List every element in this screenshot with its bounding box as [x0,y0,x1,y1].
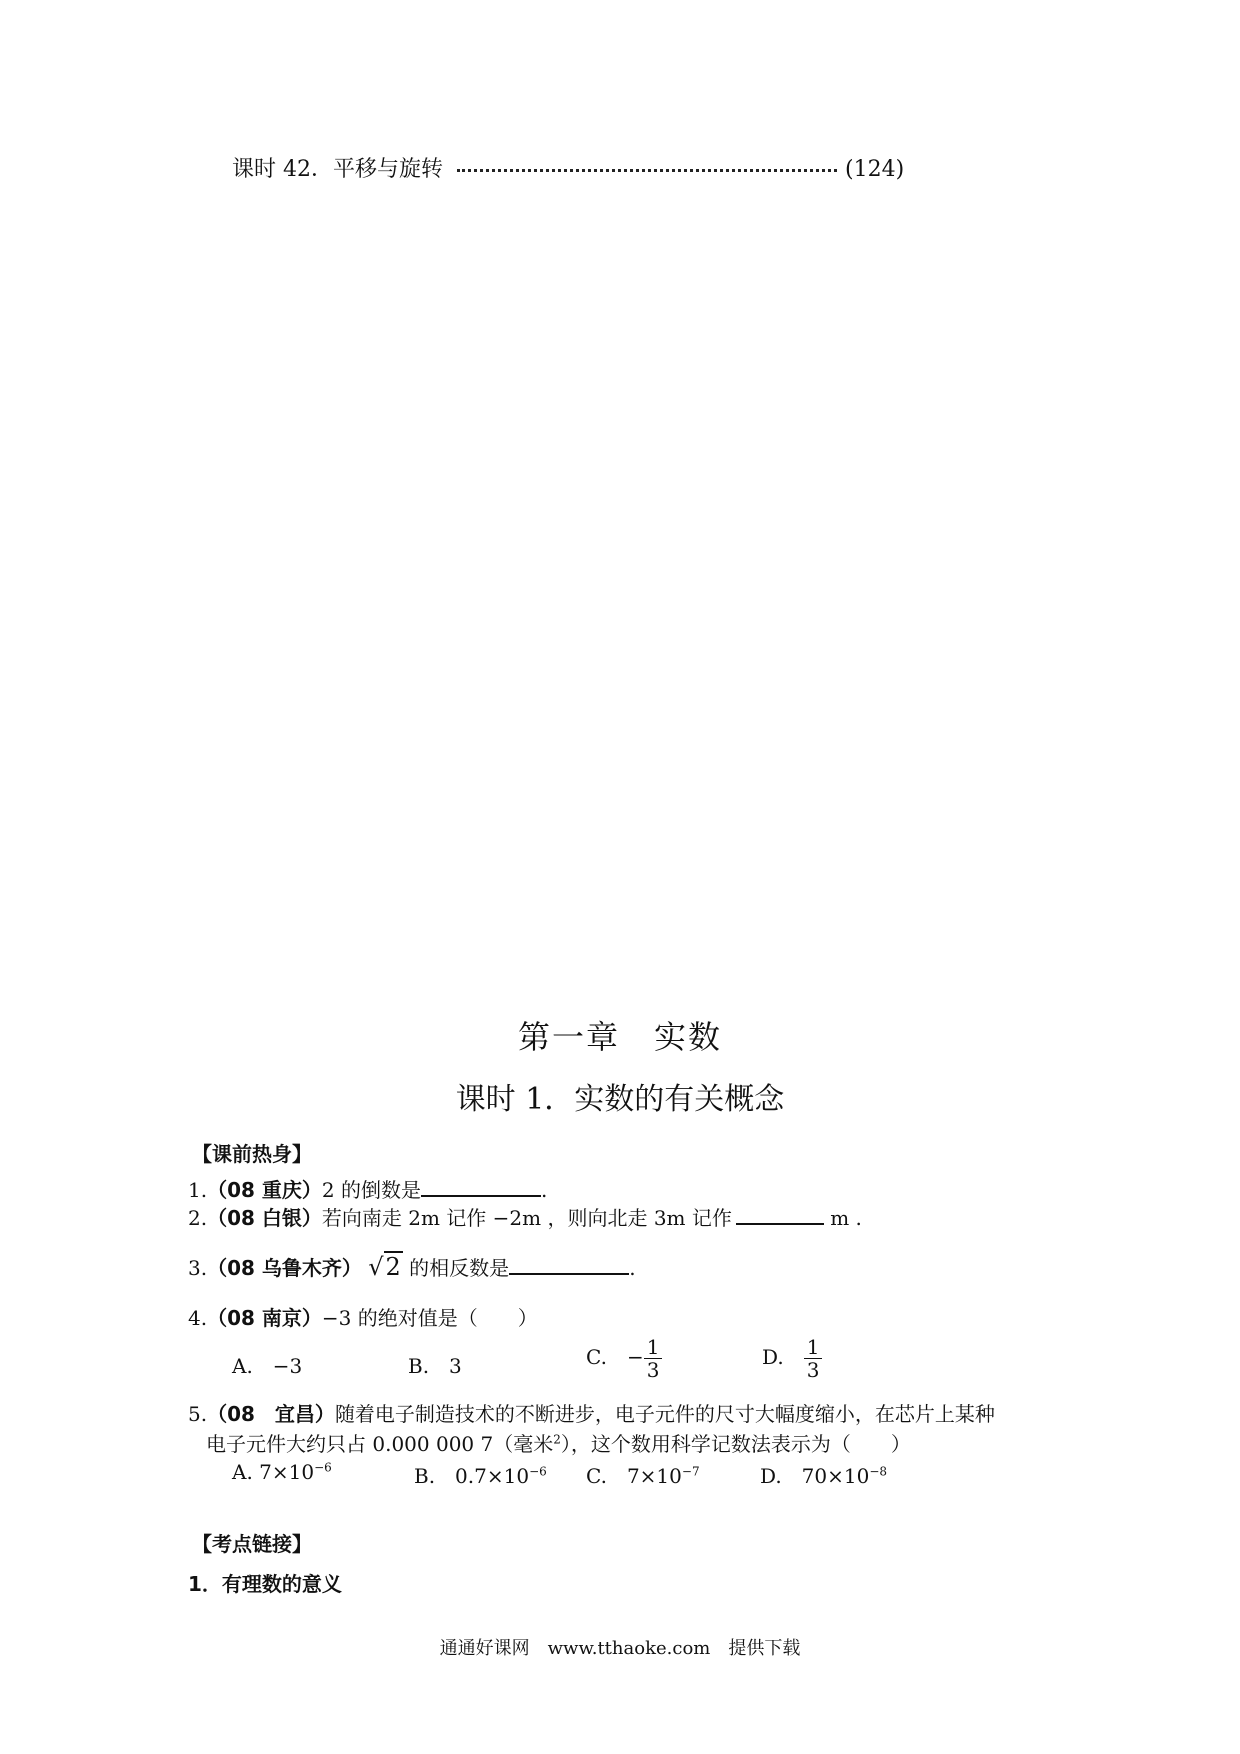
question-1 [188,1174,547,1203]
q5-option-d[interactable] [760,1460,887,1489]
question-4 [188,1302,538,1331]
q5-option-d-label: D. 70×10 [760,1464,870,1488]
q3-number: 3. [188,1256,208,1280]
q5-line1: 随着电子制造技术的不断进步，电子元件的尺寸大幅度缩小，在芯片上某种 [334,1402,995,1426]
question-5 [188,1398,995,1427]
q3-end: . [629,1256,636,1280]
toc-label: 课时 42．平移与旋转 [232,157,443,182]
q5-option-a-label: A. 7×10 [232,1460,315,1484]
section-heading-warmup: 【课前热身】 [192,1142,312,1166]
toc-leader-dots [457,169,837,172]
q5-line2-text: 电子元件大约只占 0.000 000 7（毫米 [206,1432,554,1456]
q5-option-c[interactable] [586,1460,700,1489]
q4-option-c-denominator: 3 [646,1358,660,1382]
q1-text: 2 的倒数是 [321,1178,421,1202]
q5-option-b-exponent: −6 [529,1464,547,1479]
q5-option-d-exponent: −8 [869,1464,888,1479]
q5-option-b[interactable] [414,1460,547,1489]
q3-text: 的相反数是 [402,1256,510,1280]
chapter-title: 第一章 实数 [517,1018,722,1056]
q4-option-a[interactable]: A. −3 [232,1354,303,1378]
q4-option-d-fraction [804,1336,823,1381]
q3-radicand: 2 [385,1253,401,1281]
q4-option-d-numerator: 1 [804,1336,823,1359]
q4-option-d-label: D. [762,1345,804,1369]
q2-unit: m . [823,1206,862,1230]
toc-entry [232,152,912,183]
q5-option-a-exponent: −6 [314,1460,332,1475]
q1-end: . [540,1178,548,1202]
q4-text: −3 的绝对值是（ ） [321,1306,538,1330]
q1-source: （08 重庆） [207,1178,322,1202]
q5-number: 5. [188,1402,208,1426]
q1-answer-blank[interactable] [421,1175,541,1197]
q5-line2-superscript: 2 [553,1432,561,1447]
lesson-title: 课时 1．实数的有关概念 [455,1082,785,1117]
question-2 [188,1202,862,1231]
q5-source: （08 宜昌） [207,1402,335,1426]
q3-answer-blank[interactable] [509,1253,629,1275]
q2-number: 2. [188,1206,208,1230]
q4-option-b[interactable]: B. 3 [408,1354,462,1378]
q5-option-a[interactable] [232,1460,332,1484]
q5-option-c-exponent: −7 [681,1464,700,1479]
q2-answer-blank[interactable] [736,1203,824,1225]
q4-option-c-fraction [644,1336,663,1381]
q4-option-d[interactable] [762,1336,822,1381]
q3-source: （08 乌鲁木齐） [207,1256,362,1280]
q4-number: 4. [188,1306,208,1330]
q4-option-c-numerator: 1 [644,1336,663,1359]
toc-page: (124) [845,157,905,182]
q2-text: 若向南走 2m 记作 −2m ，则向北走 3m 记作 [321,1206,732,1230]
q5-line2-tail: ），这个数用科学记数法表示为（ ） [560,1432,911,1456]
q4-option-c-label: C. − [586,1345,644,1369]
page-footer: 通通好课网 www.tthaoke.com 提供下载 [439,1638,801,1659]
point-heading-1: 1．有理数的意义 [188,1572,342,1596]
q5-option-b-label: B. 0.7×10 [414,1464,530,1488]
q2-source: （08 白银） [207,1206,322,1230]
q4-option-c[interactable] [586,1336,662,1381]
q5-option-c-label: C. 7×10 [586,1464,682,1488]
q5-line2 [206,1428,911,1457]
q4-source: （08 南京） [207,1306,322,1330]
q3-sqrt: √2 [368,1253,401,1281]
section-heading-points: 【考点链接】 [192,1532,312,1556]
q1-number: 1. [188,1178,208,1202]
q4-option-d-denominator: 3 [806,1358,820,1382]
question-3 [188,1252,636,1281]
